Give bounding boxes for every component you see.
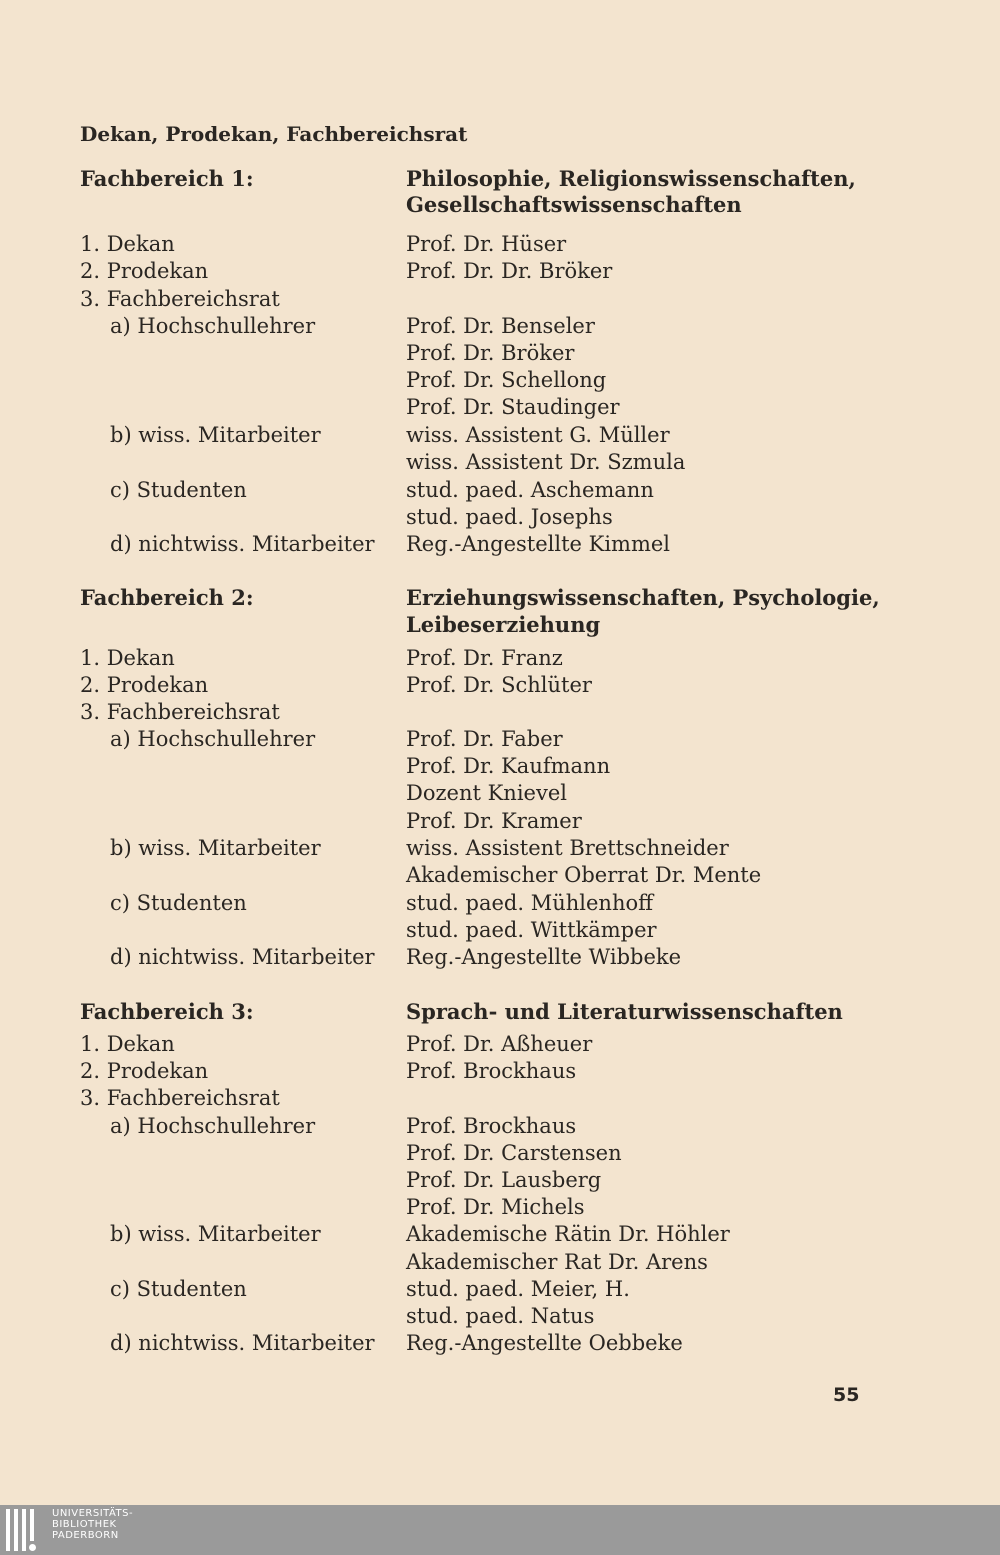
fb1-b-label: b) wiss. Mitarbeiter: [110, 423, 321, 447]
fb1-c-member: stud. paed. Josephs: [406, 505, 613, 529]
fb2-c-member: stud. paed. Wittkämper: [406, 918, 657, 942]
fb1-b-member: wiss. Assistent G. Müller: [406, 423, 670, 447]
fb3-a-member: Prof. Dr. Michels: [406, 1195, 585, 1219]
fb1-subject-line1: Philosophie, Religionswissenschaften,: [406, 166, 856, 191]
fb2-prodekan-label: 2. Prodekan: [80, 673, 209, 697]
fb3-dekan-label: 1. Dekan: [80, 1032, 175, 1056]
fb3-a-member: Prof. Brockhaus: [406, 1114, 577, 1138]
fb1-label: Fachbereich 1:: [80, 166, 254, 191]
fb2-c-member: stud. paed. Mühlenhoff: [406, 891, 654, 915]
fb3-prodekan-label: 2. Prodekan: [80, 1059, 209, 1083]
fb2-a-label: a) Hochschullehrer: [110, 727, 316, 751]
fb3-b-member: Akademischer Rat Dr. Arens: [406, 1250, 708, 1274]
fb1-prodekan: Prof. Dr. Dr. Bröker: [406, 259, 613, 283]
page-title: Dekan, Prodekan, Fachbereichsrat: [80, 122, 468, 146]
page-number: 55: [833, 1384, 860, 1406]
fb2-b-member: Akademischer Oberrat Dr. Mente: [406, 863, 762, 887]
fb2-d-member: Reg.-Angestellte Wibbeke: [406, 945, 682, 969]
fb1-d-member: Reg.-Angestellte Kimmel: [406, 532, 671, 556]
fb3-d-member: Reg.-Angestellte Oebbeke: [406, 1331, 683, 1355]
fb2-b-label: b) wiss. Mitarbeiter: [110, 836, 321, 860]
library-logo-icon: [4, 1509, 46, 1551]
fb1-prodekan-label: 2. Prodekan: [80, 259, 209, 283]
fb2-subject-line1: Erziehungswissenschaften, Psychologie,: [406, 585, 880, 610]
library-name-line1: UNIVERSITÄTS-: [52, 1508, 134, 1519]
fb3-c-member: stud. paed. Natus: [406, 1304, 595, 1328]
fb2-prodekan: Prof. Dr. Schlüter: [406, 673, 592, 697]
fb2-d-label: d) nichtwiss. Mitarbeiter: [110, 945, 375, 969]
fb1-c-member: stud. paed. Aschemann: [406, 478, 654, 502]
fb2-c-label: c) Studenten: [110, 891, 247, 915]
fb3-c-label: c) Studenten: [110, 1277, 247, 1301]
fb1-dekan-label: 1. Dekan: [80, 232, 175, 256]
library-name: [52, 1508, 133, 1541]
fb3-label: Fachbereich 3:: [80, 999, 254, 1024]
fb1-a-member: Prof. Dr. Benseler: [406, 314, 595, 338]
fb2-dekan-label: 1. Dekan: [80, 646, 175, 670]
fb2-a-member: Prof. Dr. Kaufmann: [406, 754, 611, 778]
fb3-subject-line1: Sprach- und Literaturwissenschaften: [406, 999, 843, 1024]
fb3-b-label: b) wiss. Mitarbeiter: [110, 1222, 321, 1246]
fb1-a-member: Prof. Dr. Staudinger: [406, 395, 620, 419]
fb1-b-member: wiss. Assistent Dr. Szmula: [406, 450, 686, 474]
fb3-prodekan: Prof. Brockhaus: [406, 1059, 577, 1083]
fb1-dekan: Prof. Dr. Hüser: [406, 232, 567, 256]
fb2-subject-line2: Leibeserziehung: [406, 612, 601, 637]
fb3-d-label: d) nichtwiss. Mitarbeiter: [110, 1331, 375, 1355]
fb1-rat-label: 3. Fachbereichsrat: [80, 287, 280, 311]
fb3-dekan: Prof. Dr. Aßheuer: [406, 1032, 593, 1056]
fb3-a-member: Prof. Dr. Carstensen: [406, 1141, 622, 1165]
library-name-line3: PADERBORN: [52, 1530, 119, 1541]
fb1-a-member: Prof. Dr. Schellong: [406, 368, 607, 392]
fb3-b-member: Akademische Rätin Dr. Höhler: [406, 1222, 730, 1246]
fb1-a-member: Prof. Dr. Bröker: [406, 341, 575, 365]
fb3-a-member: Prof. Dr. Lausberg: [406, 1168, 602, 1192]
fb2-a-member: Prof. Dr. Faber: [406, 727, 563, 751]
fb1-a-label: a) Hochschullehrer: [110, 314, 316, 338]
library-name-line2: BIBLIOTHEK: [52, 1519, 117, 1530]
fb3-c-member: stud. paed. Meier, H.: [406, 1277, 630, 1301]
fb1-subject-line2: Gesellschaftswissenschaften: [406, 192, 742, 217]
fb1-c-label: c) Studenten: [110, 478, 247, 502]
fb2-rat-label: 3. Fachbereichsrat: [80, 700, 280, 724]
fb2-b-member: wiss. Assistent Brettschneider: [406, 836, 729, 860]
fb1-d-label: d) nichtwiss. Mitarbeiter: [110, 532, 375, 556]
fb2-a-member: Dozent Knievel: [406, 781, 567, 805]
library-footer: [0, 1505, 1000, 1555]
fb2-a-member: Prof. Dr. Kramer: [406, 809, 582, 833]
fb2-label: Fachbereich 2:: [80, 585, 254, 610]
fb2-dekan: Prof. Dr. Franz: [406, 646, 563, 670]
fb3-a-label: a) Hochschullehrer: [110, 1114, 316, 1138]
fb3-rat-label: 3. Fachbereichsrat: [80, 1086, 280, 1110]
